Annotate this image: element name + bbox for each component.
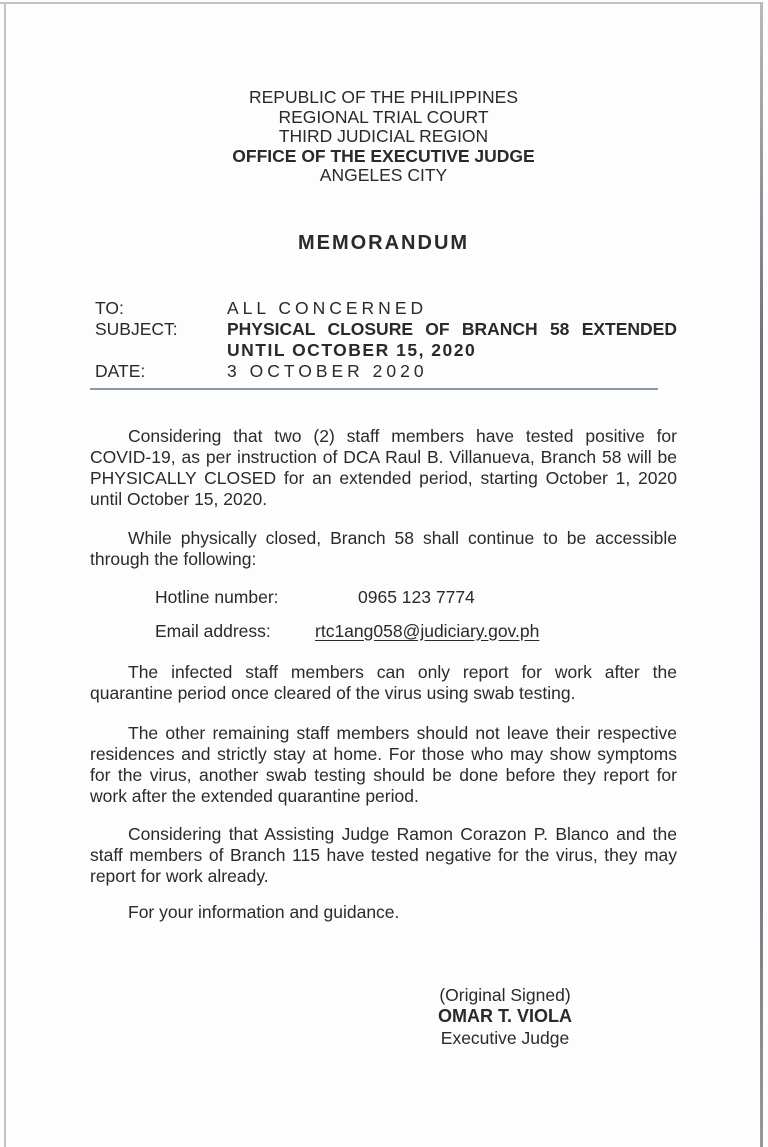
paragraph-remaining-staff: The other remaining staff members should not leave their respective residences and strictly stay at home. For those who may show symptoms for the virus, another swab testing should be done before they report for work after the extended quarantine period. xyxy=(90,722,677,806)
closing-line: For your information and guidance. xyxy=(128,901,400,922)
subject-line-2: UNTIL OCTOBER 15, 2020 xyxy=(227,339,477,360)
to-value: ALL CONCERNED xyxy=(227,297,428,318)
page-edge-right xyxy=(760,2,763,1147)
letterhead-city: ANGELES CITY xyxy=(319,165,448,185)
to-label: TO: xyxy=(95,297,124,318)
email-address-link[interactable]: rtc1ang058@judiciary.gov.ph xyxy=(315,620,540,641)
subject-value xyxy=(227,319,677,361)
hotline-number: 0965 123 7774 xyxy=(358,586,475,607)
signature-block xyxy=(390,985,620,1050)
signatory-title: Executive Judge xyxy=(440,1027,570,1048)
meta-row-subject xyxy=(90,319,677,361)
subject-label: SUBJECT: xyxy=(95,318,178,339)
letterhead-office: OFFICE OF THE EXECUTIVE JUDGE xyxy=(232,145,535,166)
paragraph-infected-staff: The infected staff members can only report for work after the quarantine period once cleared of the virus using swab testing. xyxy=(90,661,677,703)
page-edge-left xyxy=(4,2,6,1147)
paragraph-assisting-judge: Considering that Assisting Judge Ramon Corazon P. Blanco and the staff members of Branch 115 have tested negative for the virus, they may report for work already. xyxy=(90,823,677,886)
date-label: DATE: xyxy=(95,360,146,381)
letterhead xyxy=(90,88,677,186)
email-row xyxy=(90,621,677,642)
paragraph-considering-positive: Considering that two (2) staff members have tested positive for COVID-19, as per instruction of DCA Raul B. Villanueva, Branch 58 will be PHYSICALLY CLOSED for an extended period, starting October 1, 2020 until October 15, 2020. xyxy=(90,425,677,509)
original-signed-note: (Original Signed) xyxy=(439,984,571,1005)
email-label: Email address: xyxy=(155,620,271,641)
signatory-name: OMAR T. VIOLA xyxy=(438,1006,572,1026)
subject-line-1: PHYSICAL CLOSURE OF BRANCH 58 EXTENDED xyxy=(227,318,677,339)
meta-block xyxy=(90,298,677,390)
header-divider-rule xyxy=(90,388,658,390)
letterhead-republic: REPUBLIC OF THE PHILIPPINES xyxy=(248,87,519,107)
paragraph-accessible-through: While physically closed, Branch 58 shall continue to be accessible through the following: xyxy=(90,527,677,569)
memo-content xyxy=(90,0,677,1049)
date-value: 3 OCTOBER 2020 xyxy=(227,360,428,381)
letterhead-region: THIRD JUDICIAL REGION xyxy=(278,126,489,146)
letterhead-court: REGIONAL TRIAL COURT xyxy=(278,106,489,127)
meta-row-date xyxy=(90,361,677,382)
hotline-label: Hotline number: xyxy=(155,586,279,607)
meta-row-to xyxy=(90,298,677,319)
memo-title: MEMORANDUM xyxy=(297,231,470,254)
hotline-row xyxy=(90,587,677,608)
